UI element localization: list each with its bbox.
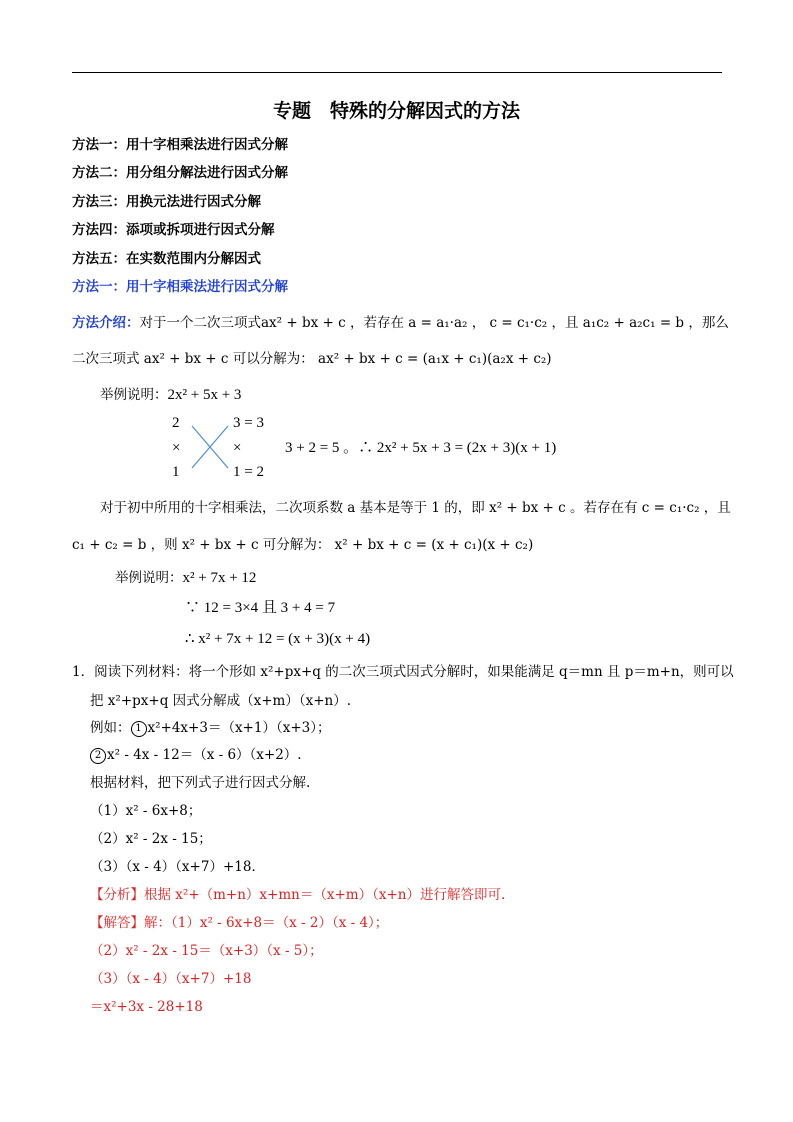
question-2: （2）x² - 2x - 15； [90, 831, 212, 847]
example-1-text: x²+4x+3＝（x+1）（x+3）； [147, 720, 331, 736]
problem-1-instruction: 根据材料，把下列式子进行因式分解. [90, 775, 311, 791]
problem-1-example-1 [90, 718, 330, 738]
example-1-expr: 2x² + 5x + 3 [167, 387, 242, 403]
circled-number-2: 2 [90, 748, 106, 764]
method-1: 方法一：用十字相乘法进行因式分解 [72, 137, 288, 153]
problem-1-line-2: 把 x²+px+q 因式分解成（x+m）（x+n）. [90, 693, 352, 709]
example-label: 例如： [90, 720, 131, 736]
circled-number-1: 1 [131, 721, 147, 737]
cross-right-top: 3 = 3 [233, 415, 264, 431]
junior-line-1: 对于初中所用的十字相乘法，二次项系数 a 基本是等于 1 的，即 x² + bx + c 。若存在有 c = c₁·c₂ ，且 [100, 500, 731, 516]
example-2-because: ∵ 12 = 3×4 且 3 + 4 = 7 [185, 600, 336, 616]
question-3: （3）（x - 4）（x+7）+18． [90, 859, 265, 875]
cross-left-top: 2 [172, 415, 180, 431]
intro-label: 方法介绍： [72, 315, 140, 331]
example-2-therefore: ∴ x² + 7x + 12 = (x + 3)(x + 4) [185, 631, 371, 647]
example-2-text: x² - 4x - 12＝（x - 6）（x+2）. [107, 747, 302, 763]
example-1-label: 举例说明： [100, 387, 168, 403]
cross-times-left: × [172, 440, 181, 456]
example-1 [100, 385, 241, 405]
question-1: （1）x² - 6x+8； [90, 803, 202, 819]
problem-1-example-2 [90, 745, 302, 765]
method-3: 方法三：用换元法进行因式分解 [72, 194, 261, 210]
problem-1-line-1: 1．阅读下列材料：将一个形如 x²+px+q 的二次三项式因式分解时，如果能满足 q＝mn 且 p＝m+n，则可以 [72, 664, 734, 680]
answer-2: （2）x² - 2x - 15＝（x+3）（x - 5）； [90, 943, 323, 959]
header-rule [72, 72, 722, 73]
cross-multiplication-lines [190, 424, 230, 470]
answer-1: 【解答】解：（1）x² - 6x+8＝（x - 2）（x - 4）； [90, 915, 389, 931]
intro-text-1: 对于一个二次三项式ax² + bx + c ，若存在 a = a₁·a₂ ， c = c₁·c₂ ，且 a₁c₂ + a₂c₁ = b ，那么 [139, 315, 729, 331]
cross-left-bottom: 1 [172, 464, 180, 480]
example-2-expr: x² + 7x + 12 [182, 570, 257, 586]
analysis: 【分析】根据 x²+（m+n）x+mn＝（x+m）（x+n）进行解答即可. [90, 887, 506, 903]
example-2 [115, 568, 256, 588]
intro-line-1 [72, 313, 729, 333]
example-2-label: 举例说明： [115, 570, 183, 586]
method-4: 方法四：添项或拆项进行因式分解 [72, 222, 275, 238]
cross-right-bottom: 1 = 2 [233, 464, 264, 480]
section-heading: 方法一：用十字相乘法进行因式分解 [72, 279, 288, 295]
page-title: 专题 特殊的分解因式的方法 [272, 100, 520, 122]
junior-line-2: c₁ + c₂ = b ，则 x² + bx + c 可分解为： x² + bx + c = (x + c₁)(x + c₂) [72, 537, 534, 553]
example-1-result: 3 + 2 = 5 。∴ 2x² + 5x + 3 = (2x + 3)(x + 1) [285, 440, 557, 456]
answer-4: ＝x²+3x - 28+18 [90, 999, 203, 1015]
answer-3: （3）（x - 4）（x+7）+18 [90, 971, 252, 987]
intro-line-2: 二次三项式 ax² + bx + c 可以分解为： ax² + bx + c = (a₁x + c₁)(a₂x + c₂) [72, 351, 552, 367]
method-2: 方法二：用分组分解法进行因式分解 [72, 165, 288, 181]
method-5: 方法五：在实数范围内分解因式 [72, 251, 261, 267]
cross-times-right: × [233, 440, 242, 456]
